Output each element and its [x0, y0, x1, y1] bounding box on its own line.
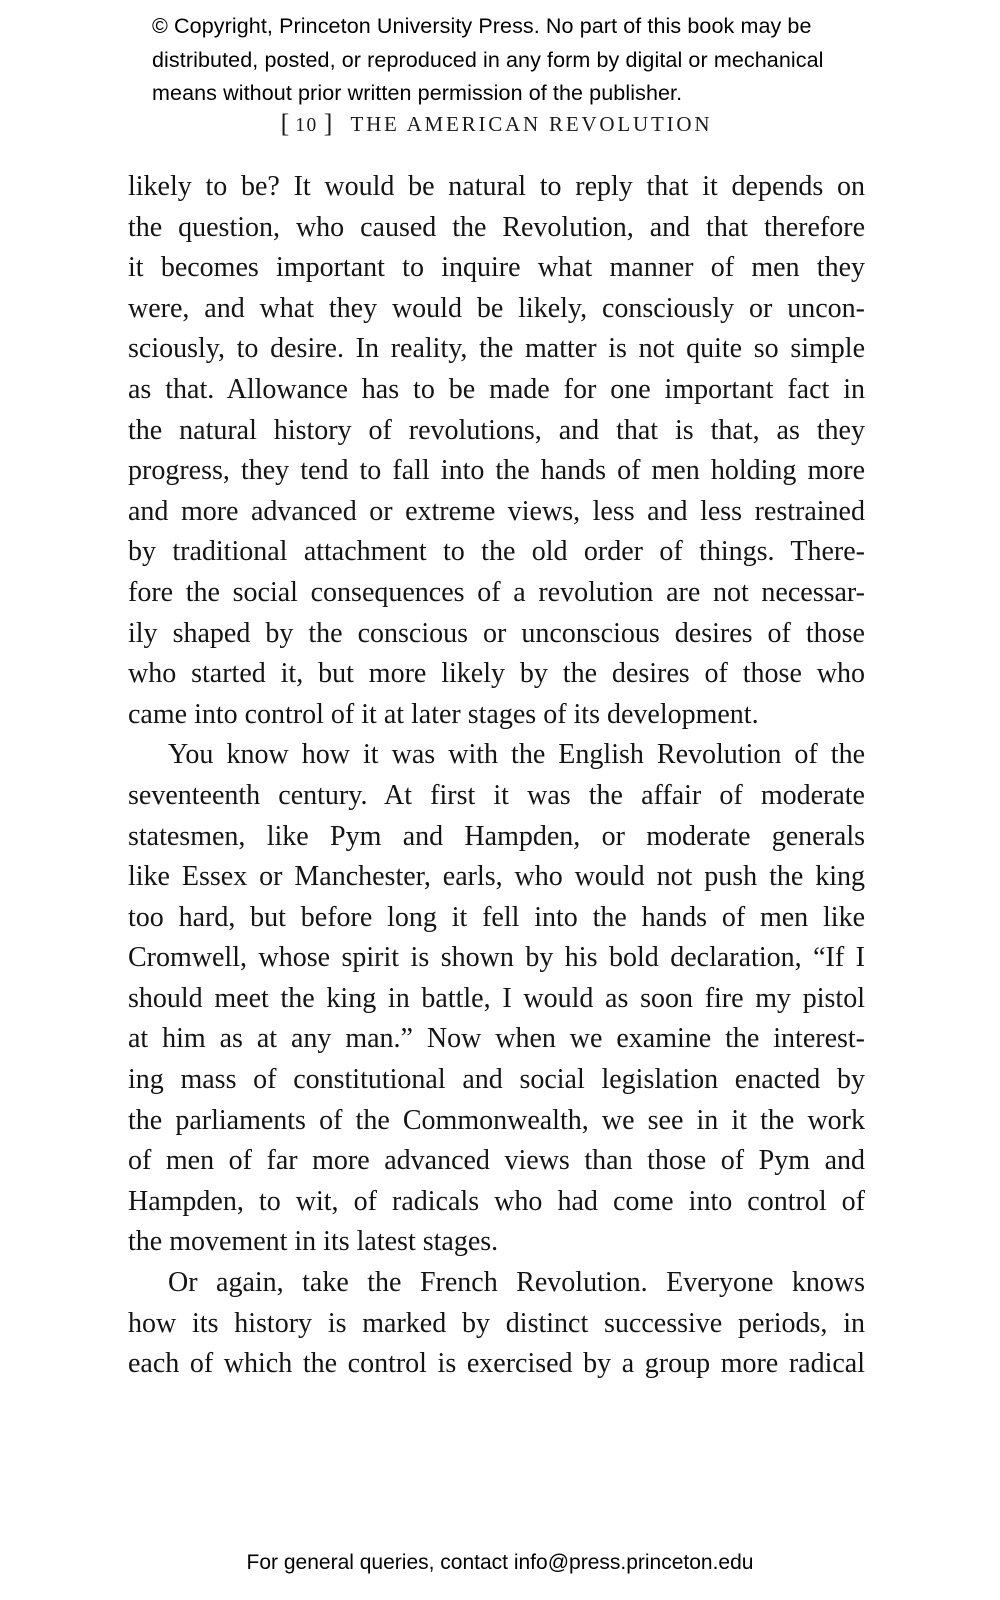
text-line: it becomes important to inquire what manner of men they — [128, 252, 865, 284]
text-line: seventeenth century. At first it was the affair of moderate — [128, 779, 865, 811]
running-head — [128, 109, 865, 139]
text-line: ing mass of constitutional and social legislation enacted by — [128, 1064, 865, 1096]
text-line: sciously, to desire. In reality, the matter is not quite so simple — [128, 333, 865, 365]
text-line: like Essex or Manchester, earls, who would not push the king — [128, 861, 865, 893]
body-text — [128, 167, 865, 1385]
text-line: who started it, but more likely by the desires of those who — [128, 658, 865, 690]
text-line: fore the social consequences of a revolution are not necessar- — [128, 576, 865, 608]
text-line: progress, they tend to fall into the hands of men holding more — [128, 455, 865, 487]
text-line: came into control of it at later stages of its development. — [128, 698, 759, 730]
text-line: too hard, but before long it fell into the hands of men like — [128, 901, 865, 933]
text-line: likely to be? It would be natural to reply that it depends on — [128, 171, 865, 202]
text-line: Hampden, to wit, of radicals who had come into control of — [128, 1185, 865, 1217]
text-line: the parliaments of the Commonwealth, we see in it the work — [128, 1104, 865, 1136]
text-line: Or again, take the French Revolution. Everyone knows — [168, 1267, 865, 1299]
text-line: Cromwell, whose spirit is shown by his bold declaration, “If I — [128, 942, 865, 974]
text-line: were, and what they would be likely, consciously or uncon- — [128, 292, 865, 324]
text-line: at him as at any man.” Now when we examine the interest- — [128, 1023, 865, 1055]
chapter-title: THE AMERICAN REVOLUTION — [350, 112, 713, 136]
text-line: by traditional attachment to the old order of things. There- — [128, 536, 865, 568]
page-number: 10 — [295, 115, 318, 136]
text-line: how its history is marked by distinct successive periods, in — [128, 1307, 865, 1339]
footer-contact: For general queries, contact info@press.princeton.edu — [246, 1551, 754, 1574]
text-line: as that. Allowance has to be made for one important fact in — [128, 373, 865, 405]
text-line: You know how it was with the English Revolution of the — [168, 739, 865, 771]
text-line: each of which the control is exercised by a group more radical — [128, 1348, 865, 1380]
page-number-right-bracket: ] — [323, 109, 333, 138]
text-line: should meet the king in battle, I would as soon fire my pistol — [128, 982, 865, 1014]
copyright-line: means without prior written permission of the publisher. — [152, 81, 683, 105]
text-line: ily shaped by the conscious or unconscious desires of those — [128, 617, 865, 649]
copyright-notice — [152, 10, 824, 111]
copyright-line: distributed, posted, or reproduced in any form by digital or mechanical — [152, 47, 824, 72]
text-line: of men of far more advanced views than those of Pym and — [128, 1145, 865, 1177]
text-line: statesmen, like Pym and Hampden, or moderate generals — [128, 820, 865, 852]
text-line: the movement in its latest stages. — [128, 1226, 499, 1258]
text-line: and more advanced or extreme views, less and less restrained — [128, 495, 865, 527]
copyright-line: © Copyright, Princeton University Press. No part of this book may be — [152, 14, 812, 38]
text-line: the natural history of revolutions, and that is that, as they — [128, 414, 865, 446]
page-number-left-bracket: [ — [280, 109, 290, 138]
text-line: the question, who caused the Revolution, and that therefore — [128, 211, 865, 243]
